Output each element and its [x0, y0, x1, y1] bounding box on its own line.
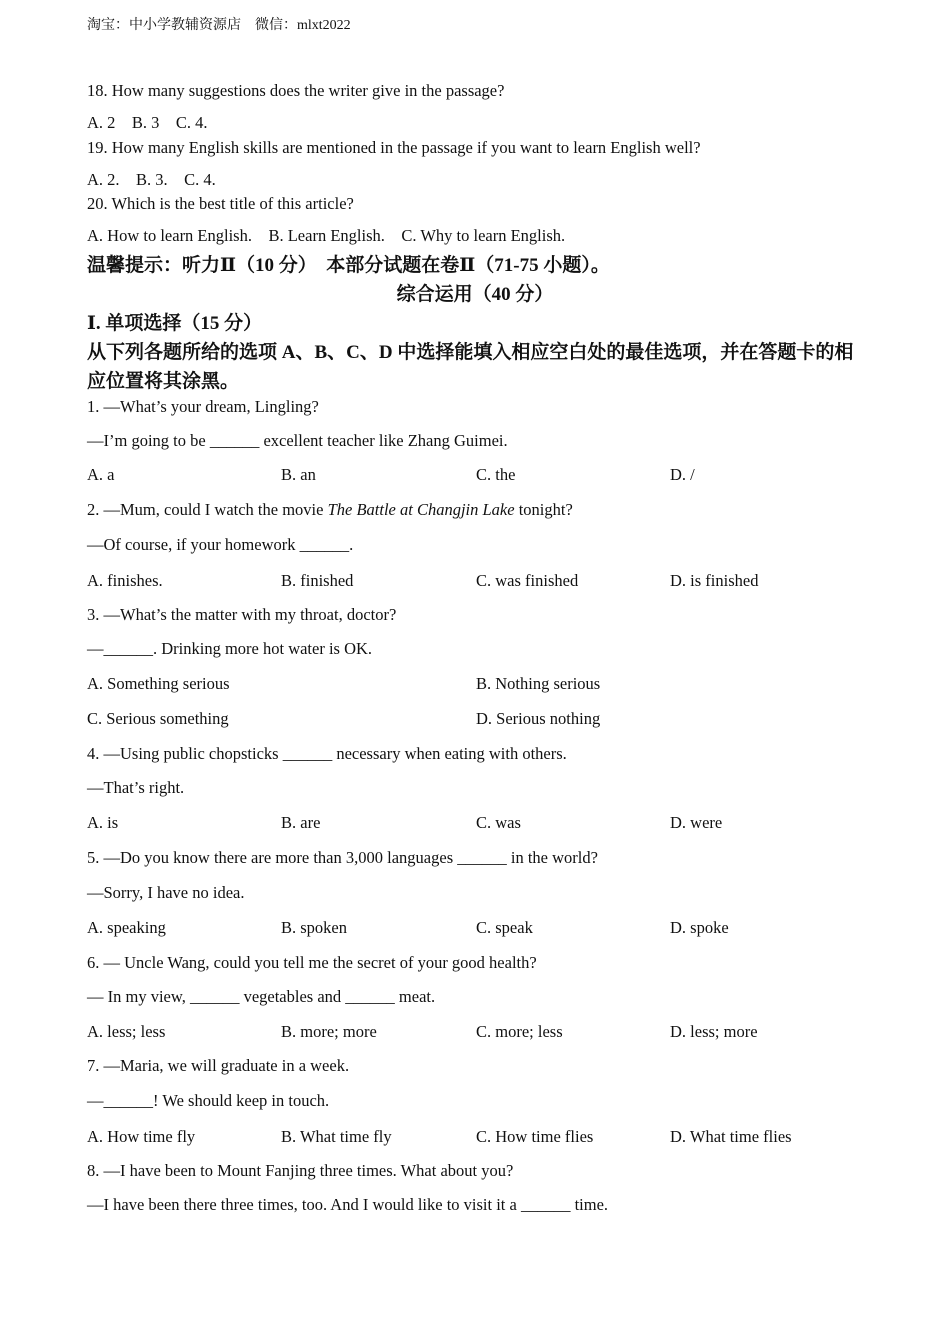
section-title: 综合运用（40 分）: [396, 284, 554, 305]
q8-line1: 8. —I have been to Mount Fanjing three times. What about you?: [87, 1161, 514, 1180]
q7-option-d: D. What time flies: [670, 1127, 792, 1146]
instructions-line-1: 从下列各题所给的选项 A、B、C、D 中选择能填入相应空白处的最佳选项，并在答题卡的相: [87, 342, 854, 363]
q6-line2: — In my view, ______ vegetables and ______ meat.: [87, 987, 436, 1006]
q4-line1: 4. —Using public chopsticks ______ necessary when eating with others.: [87, 744, 567, 763]
q3-option-b: B. Nothing serious: [476, 674, 601, 693]
q7-option-c: C. How time flies: [476, 1127, 594, 1146]
q2-line1-pre: 2. —Mum, could I watch the movie: [87, 500, 328, 519]
q7-option-b: B. What time fly: [281, 1127, 392, 1146]
q7-option-a: A. How time fly: [87, 1127, 196, 1146]
q1-line1: 1. —What’s your dream, Lingling?: [87, 397, 319, 416]
q2-option-b: B. finished: [281, 571, 354, 590]
q2-movie-title: The Battle at Changjin Lake: [327, 500, 515, 519]
q6-line1: 6. — Uncle Wang, could you tell me the secret of your good health?: [87, 953, 537, 972]
q1-line2: —I’m going to be ______ excellent teacher like Zhang Guimei.: [87, 431, 508, 450]
q4-line2: —That’s right.: [87, 778, 185, 797]
q6-option-a: A. less; less: [87, 1022, 166, 1041]
q2-option-d: D. is finished: [670, 571, 759, 590]
q3-option-a: A. Something serious: [87, 674, 230, 693]
q2-line1: [87, 500, 573, 520]
question-20-options: A. How to learn English. B. Learn English. C. Why to learn English.: [87, 226, 566, 245]
q1-option-d: D. /: [670, 465, 695, 484]
q7-line2: —______! We should keep in touch.: [87, 1091, 330, 1110]
q2-option-c: C. was finished: [476, 571, 579, 590]
q5-line1: 5. —Do you know there are more than 3,000 languages ______ in the world?: [87, 848, 598, 867]
q3-line1: 3. —What’s the matter with my throat, doctor?: [87, 605, 397, 624]
q3-line2: —______. Drinking more hot water is OK.: [87, 639, 373, 658]
page-header-watermark: 淘宝：中小学教辅资源店 微信：mlxt2022: [87, 18, 351, 33]
question-18-options: A. 2 B. 3 C. 4.: [87, 113, 208, 132]
q6-option-d: D. less; more: [670, 1022, 758, 1041]
q2-line1-post: tonight?: [514, 500, 573, 519]
notice: 温馨提示：听力Ⅱ（10 分） 本部分试题在卷Ⅱ（71-75 小题）。: [87, 255, 610, 276]
question-18: 18. How many suggestions does the writer give in the passage?: [87, 81, 505, 100]
q3-option-d: D. Serious nothing: [476, 709, 601, 728]
q5-option-d: D. spoke: [670, 918, 729, 937]
q2-option-a: A. finishes.: [87, 571, 163, 590]
q2-line2: —Of course, if your homework ______.: [87, 535, 354, 554]
q5-line2: —Sorry, I have no idea.: [87, 883, 245, 902]
q1-option-c: C. the: [476, 465, 516, 484]
q1-option-a: A. a: [87, 465, 115, 484]
q6-option-c: C. more; less: [476, 1022, 563, 1041]
q7-line1: 7. —Maria, we will graduate in a week.: [87, 1056, 350, 1075]
q4-option-b: B. are: [281, 813, 321, 832]
sub-title: Ⅰ. 单项选择（15 分）: [87, 313, 263, 334]
q4-option-d: D. were: [670, 813, 723, 832]
question-20: 20. Which is the best title of this article?: [87, 194, 354, 213]
q8-line2: —I have been there three times, too. And I would like to visit it a ______ time.: [87, 1195, 609, 1214]
q1-option-b: B. an: [281, 465, 316, 484]
instructions-line-2: 应位置将其涂黑。: [87, 371, 240, 392]
q4-option-c: C. was: [476, 813, 521, 832]
q5-option-b: B. spoken: [281, 918, 347, 937]
q6-option-b: B. more; more: [281, 1022, 377, 1041]
question-19: 19. How many English skills are mentioned in the passage if you want to learn English well?: [87, 138, 701, 157]
q4-option-a: A. is: [87, 813, 119, 832]
question-19-options: A. 2. B. 3. C. 4.: [87, 170, 216, 189]
q3-option-c: C. Serious something: [87, 709, 229, 728]
q5-option-a: A. speaking: [87, 918, 166, 937]
q5-option-c: C. speak: [476, 918, 533, 937]
